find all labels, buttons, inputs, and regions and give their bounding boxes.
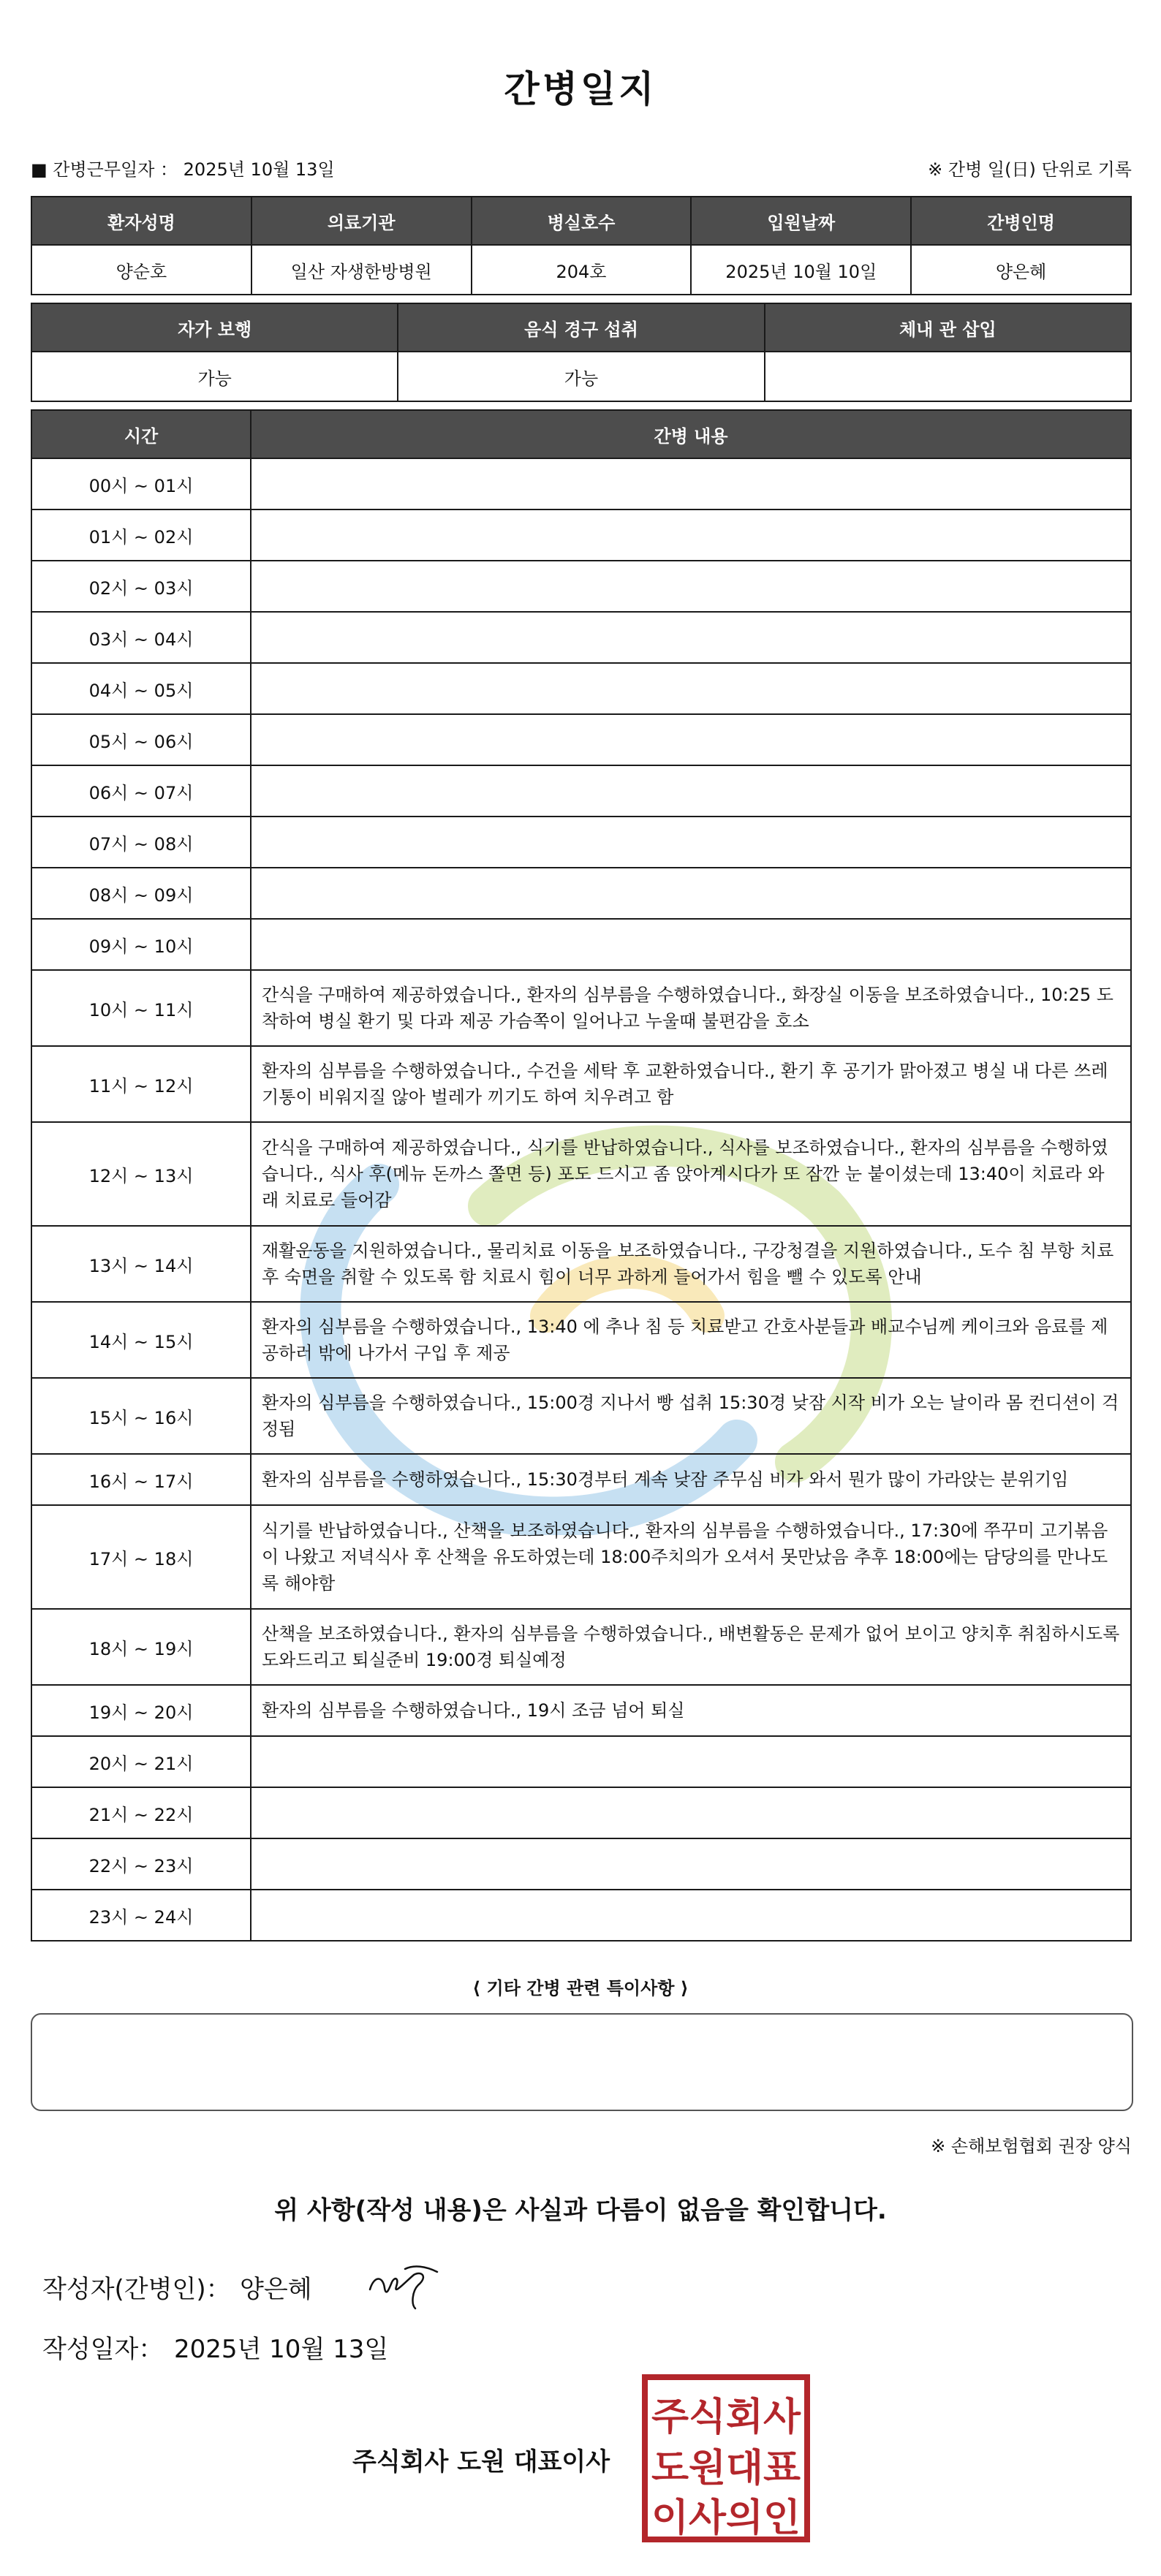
header-room: 병실호수: [472, 197, 692, 245]
care-log-time: 15시 ~ 16시: [31, 1378, 251, 1454]
care-log-content: 환자의 심부름을 수행하였습니다., 15:30경부터 계속 낮잠 주무심 비가 와서 뭔가 많이 가라앉는 분위기임: [251, 1454, 1131, 1505]
care-log-row: [31, 1838, 1131, 1890]
svg-text:도원대표: 도원대표: [651, 2447, 801, 2490]
care-log-content: 환자의 심부름을 수행하였습니다., 13:40 에 추나 침 등 치료받고 간호사분들과 배교수님께 케이크와 음료를 제공하러 밖에 나가서 구입 후 제공: [251, 1302, 1131, 1378]
recommended-form-note: ※ 손해보험협회 권장 양식: [931, 2136, 1132, 2156]
patient-name: 양순호: [31, 245, 252, 295]
care-log-content: 환자의 심부름을 수행하였습니다., 수건을 세탁 후 교환하였습니다., 환기 후 공기가 맑아졌고 병실 내 다른 쓰레기통이 비워지질 않아 벌레가 끼기도 하여 치우려고 함: [251, 1046, 1131, 1122]
care-log-row: [31, 1378, 1131, 1454]
care-log-time: 02시 ~ 03시: [31, 561, 251, 612]
care-log-table: [31, 409, 1132, 1942]
header-patient-name: 환자성명: [31, 197, 252, 245]
company-seal: [642, 2374, 810, 2542]
admission-date: 2025년 10월 10일: [691, 245, 911, 295]
care-log-row: [31, 1454, 1131, 1505]
care-log-row: [31, 714, 1131, 765]
care-log-content: [251, 561, 1131, 612]
confirmation-statement: 위 사항(작성 내용)은 사실과 다름이 없음을 확인합니다.: [274, 2196, 887, 2225]
author-name: 양은혜: [240, 2275, 312, 2304]
patient-info-header-row: [31, 197, 1131, 245]
care-log-content: [251, 1787, 1131, 1838]
care-log-row: [31, 868, 1131, 919]
care-log-row: [31, 509, 1131, 561]
care-log-content: [251, 612, 1131, 663]
care-log-row: [31, 1685, 1131, 1736]
care-log-row: [31, 1787, 1131, 1838]
special-notes-box: [31, 2013, 1133, 2111]
care-log-row: [31, 1302, 1131, 1378]
care-log-time: 04시 ~ 05시: [31, 663, 251, 714]
care-log-content: [251, 714, 1131, 765]
care-log-row: [31, 919, 1131, 970]
care-log-content: 식기를 반납하였습니다., 산책을 보조하였습니다., 환자의 심부름을 수행하였습니다., 17:30에 쭈꾸미 고기볶음이 나왔고 저녁식사 후 산책을 유도하였는데 18:00주치의가 오셔서 못만났음 추후 18:00에는 담당의를 만나도록 해야함: [251, 1505, 1131, 1609]
care-log-time: 10시 ~ 11시: [31, 970, 251, 1046]
care-log-row: [31, 1890, 1131, 1941]
care-log-time: 22시 ~ 23시: [31, 1838, 251, 1890]
care-log-row: [31, 817, 1131, 868]
written-date-label: 작성일자：: [42, 2335, 164, 2364]
document-title: 간병일지: [504, 68, 657, 110]
header-care-content: 간병 내용: [251, 410, 1131, 458]
author-line: [42, 2269, 312, 2305]
svg-text:주식회사: 주식회사: [651, 2395, 801, 2439]
care-log-header-row: [31, 410, 1131, 458]
care-log-time: 18시 ~ 19시: [31, 1609, 251, 1685]
care-log-time: 12시 ~ 13시: [31, 1122, 251, 1226]
work-date: ■ 간병근무일자 ： 2025년 10월 13일: [31, 159, 335, 180]
care-log-time: 23시 ~ 24시: [31, 1890, 251, 1941]
care-log-content: [251, 1838, 1131, 1890]
care-log-time: 11시 ~ 12시: [31, 1046, 251, 1122]
care-log-content: 환자의 심부름을 수행하였습니다., 15:00경 지나서 빵 섭취 15:30경 낮잠 시작 비가 오는 날이라 몸 컨디션이 걱정됨: [251, 1378, 1131, 1454]
care-log-row: [31, 663, 1131, 714]
care-log-time: 19시 ~ 20시: [31, 1685, 251, 1736]
written-date: 2025년 10월 13일: [174, 2335, 389, 2364]
status-value-row: [31, 352, 1131, 401]
header-hospital: 의료기관: [252, 197, 472, 245]
header-tube-insertion: 체내 관 삽입: [765, 303, 1131, 352]
patient-info-value-row: [31, 245, 1131, 295]
patient-status-table: [31, 303, 1132, 402]
care-log-row: [31, 612, 1131, 663]
self-walking-value: 가능: [31, 352, 398, 401]
record-unit-note: ※ 간병 일(日) 단위로 기록: [928, 159, 1132, 180]
care-log-content: [251, 1736, 1131, 1787]
care-log-content: [251, 1890, 1131, 1941]
care-log-time: 20시 ~ 21시: [31, 1736, 251, 1787]
care-log-content: [251, 868, 1131, 919]
care-log-time: 01시 ~ 02시: [31, 509, 251, 561]
written-date-line: [42, 2329, 388, 2365]
tube-insertion-value: [765, 352, 1131, 401]
header-oral-intake: 음식 경구 섭취: [398, 303, 764, 352]
svg-text:이사의인: 이사의인: [651, 2496, 801, 2540]
header-self-walking: 자가 보행: [31, 303, 398, 352]
care-log-time: 21시 ~ 22시: [31, 1787, 251, 1838]
care-log-row: [31, 561, 1131, 612]
care-log-row: [31, 970, 1131, 1046]
care-log-content: [251, 817, 1131, 868]
care-log-content: 재활운동을 지원하였습니다., 물리치료 이동을 보조하였습니다., 구강청결을 지원하였습니다., 도수 침 부항 치료 후 숙면을 취할 수 있도록 함 치료시 힘이 너무 과하게 들어가서 힘을 뺄 수 있도록 안내: [251, 1226, 1131, 1302]
care-log-row: [31, 1122, 1131, 1226]
status-header-row: [31, 303, 1131, 352]
care-log-content: [251, 509, 1131, 561]
care-log-time: 07시 ~ 08시: [31, 817, 251, 868]
author-label: 작성자(간병인)：: [42, 2275, 231, 2304]
signature: [367, 2260, 455, 2311]
care-log-time: 14시 ~ 15시: [31, 1302, 251, 1378]
room-number: 204호: [472, 245, 692, 295]
care-log-row: [31, 1505, 1131, 1609]
care-log-time: 00시 ~ 01시: [31, 458, 251, 509]
header-caregiver: 간병인명: [911, 197, 1131, 245]
care-log-content: 환자의 심부름을 수행하였습니다., 19시 조금 넘어 퇴실: [251, 1685, 1131, 1736]
care-log-content: 간식을 구매하여 제공하였습니다., 식기를 반납하였습니다., 식사를 보조하였습니다., 환자의 심부름을 수행하였습니다., 식사 후(메뉴 돈까스 쫄면 등) 포도 드시고 좀 앉아계시다가 또 잠깐 눈 붙이셨는데 13:40이 치료라 와래 치료로 들어감: [251, 1122, 1131, 1226]
care-log-time: 09시 ~ 10시: [31, 919, 251, 970]
care-log-row: [31, 458, 1131, 509]
care-log-content: [251, 458, 1131, 509]
care-log-time: 16시 ~ 17시: [31, 1454, 251, 1505]
care-log-time: 03시 ~ 04시: [31, 612, 251, 663]
care-log-time: 08시 ~ 09시: [31, 868, 251, 919]
care-log-content: [251, 765, 1131, 817]
care-log-row: [31, 1226, 1131, 1302]
care-log-time: 13시 ~ 14시: [31, 1226, 251, 1302]
company-representative: 주식회사 도원 대표이사: [352, 2447, 610, 2477]
care-log-row: [31, 1046, 1131, 1122]
care-log-row: [31, 765, 1131, 817]
care-log-time: 05시 ~ 06시: [31, 714, 251, 765]
care-log-content: 산책을 보조하였습니다., 환자의 심부름을 수행하였습니다., 배변활동은 문제가 없어 보이고 양치후 취침하시도록 도와드리고 퇴실준비 19:00경 퇴실예정: [251, 1609, 1131, 1685]
care-log-content: [251, 919, 1131, 970]
care-log-time: 06시 ~ 07시: [31, 765, 251, 817]
oral-intake-value: 가능: [398, 352, 764, 401]
care-log-row: [31, 1609, 1131, 1685]
hospital-name: 일산 자생한방병원: [252, 245, 472, 295]
patient-info-table: [31, 196, 1132, 295]
care-log-content: [251, 663, 1131, 714]
care-log-time: 17시 ~ 18시: [31, 1505, 251, 1609]
header-time: 시간: [31, 410, 251, 458]
caregiver-name: 양은혜: [911, 245, 1131, 295]
care-log-content: 간식을 구매하여 제공하였습니다., 환자의 심부름을 수행하였습니다., 화장실 이동을 보조하였습니다., 10:25 도착하여 병실 환기 및 다과 제공 가슴쪽이 일어나고 누울때 불편감을 호소: [251, 970, 1131, 1046]
care-log-row: [31, 1736, 1131, 1787]
special-notes-title: ⟨ 기타 간병 관련 특이사항 ⟩: [472, 1978, 689, 1999]
header-admission-date: 입원날짜: [691, 197, 911, 245]
